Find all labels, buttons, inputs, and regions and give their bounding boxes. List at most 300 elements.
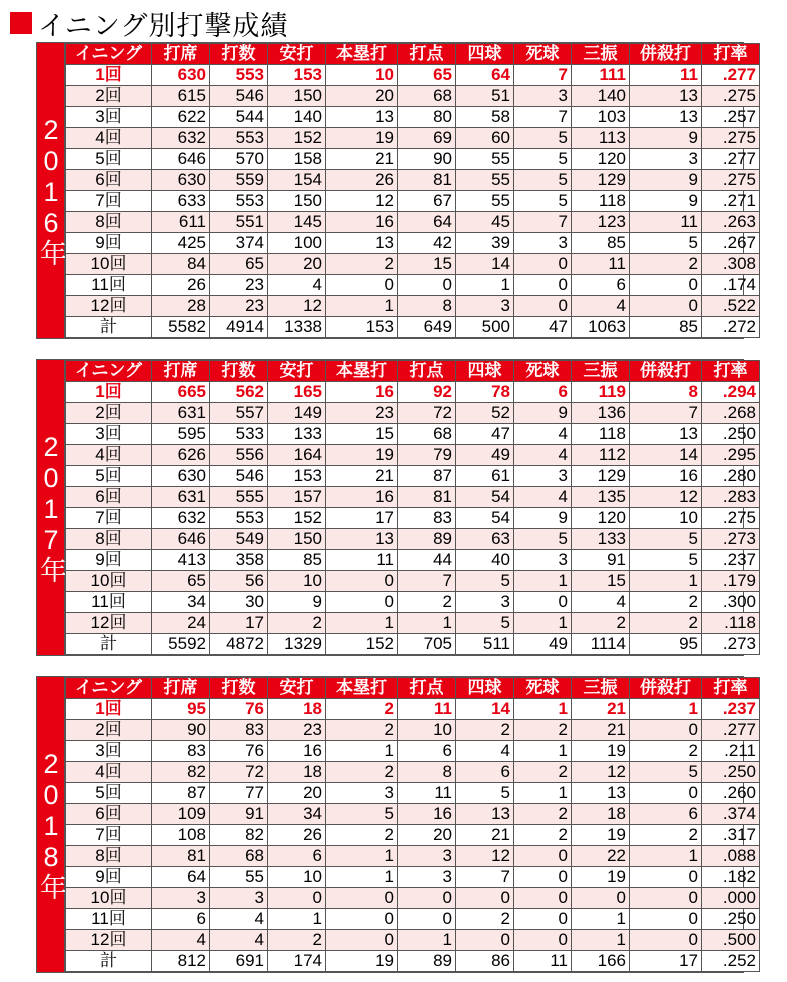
stat-cell: 4872 <box>210 634 268 655</box>
stat-cell: 140 <box>572 86 630 107</box>
column-header: 死球 <box>514 44 572 65</box>
stat-cell: 549 <box>210 529 268 550</box>
column-header: 打点 <box>398 44 456 65</box>
stat-cell: 16 <box>326 487 398 508</box>
stat-cell: 1114 <box>572 634 630 655</box>
inning-cell: 5回 <box>66 149 152 170</box>
stat-cell: 78 <box>456 382 514 403</box>
table-row <box>66 909 760 930</box>
stat-cell: 118 <box>572 424 630 445</box>
stat-cell: 1338 <box>268 317 326 338</box>
stat-cell: 11 <box>398 783 456 804</box>
stat-cell: .252 <box>702 951 760 972</box>
stat-cell: .211 <box>702 741 760 762</box>
stat-cell: 129 <box>572 466 630 487</box>
stat-cell: 15 <box>398 254 456 275</box>
stat-cell: 9 <box>514 508 572 529</box>
inning-cell: 8回 <box>66 212 152 233</box>
stat-cell: 5592 <box>152 634 210 655</box>
stat-cell: 19 <box>326 951 398 972</box>
stat-cell: 23 <box>268 720 326 741</box>
stat-cell: 152 <box>326 634 398 655</box>
stat-cell: 58 <box>456 107 514 128</box>
table-row <box>66 613 760 634</box>
stat-cell: 19 <box>326 445 398 466</box>
stat-cell: 11 <box>398 699 456 720</box>
stat-cell: 1 <box>326 613 398 634</box>
stat-cell: 67 <box>398 191 456 212</box>
stat-cell: 0 <box>514 275 572 296</box>
table-row <box>66 508 760 529</box>
stat-cell: 16 <box>398 804 456 825</box>
stat-cell: 631 <box>152 487 210 508</box>
stat-cell: 11 <box>514 951 572 972</box>
stat-cell: 12 <box>268 296 326 317</box>
stat-cell: 15 <box>326 424 398 445</box>
stat-cell: 4 <box>210 909 268 930</box>
stat-cell: 1 <box>398 930 456 951</box>
table-row <box>66 233 760 254</box>
stat-cell: 89 <box>398 529 456 550</box>
stat-cell: 0 <box>514 888 572 909</box>
stat-cell: 16 <box>326 212 398 233</box>
stat-cell: 0 <box>514 846 572 867</box>
stat-cell: 691 <box>210 951 268 972</box>
stats-table <box>65 677 760 972</box>
stat-cell: 12 <box>572 762 630 783</box>
stat-cell: 16 <box>630 466 702 487</box>
stat-cell: 0 <box>398 909 456 930</box>
stat-cell: 2 <box>630 254 702 275</box>
stat-cell: .272 <box>702 317 760 338</box>
stat-cell: 500 <box>456 317 514 338</box>
inning-cell: 1回 <box>66 699 152 720</box>
column-header: 三振 <box>572 678 630 699</box>
stat-cell: 6 <box>152 909 210 930</box>
stat-cell: 18 <box>268 762 326 783</box>
stat-cell: 5 <box>326 804 398 825</box>
stat-cell: 16 <box>326 382 398 403</box>
stat-cell: 13 <box>456 804 514 825</box>
stat-cell: 2 <box>326 254 398 275</box>
stat-cell: 0 <box>456 888 514 909</box>
stat-cell: 49 <box>514 634 572 655</box>
stat-cell: 1063 <box>572 317 630 338</box>
stat-cell: .500 <box>702 930 760 951</box>
stat-cell: 9 <box>630 128 702 149</box>
stat-cell: 81 <box>398 487 456 508</box>
stat-cell: 646 <box>152 529 210 550</box>
stat-cell: 5582 <box>152 317 210 338</box>
stat-cell: 76 <box>210 699 268 720</box>
stat-cell: 12 <box>456 846 514 867</box>
stat-cell: 553 <box>210 508 268 529</box>
stat-cell: 630 <box>152 170 210 191</box>
inning-cell: 11回 <box>66 592 152 613</box>
inning-cell: 6回 <box>66 487 152 508</box>
page-title-text: イニング別打撃成績 <box>38 10 289 41</box>
stat-cell: 12 <box>630 487 702 508</box>
stat-cell: 1 <box>572 909 630 930</box>
table-row <box>66 275 760 296</box>
total-row <box>66 634 760 655</box>
stat-cell: 632 <box>152 508 210 529</box>
stat-cell: 26 <box>152 275 210 296</box>
stat-cell: 5 <box>456 571 514 592</box>
inning-cell: 9回 <box>66 867 152 888</box>
stat-cell: 6 <box>456 762 514 783</box>
stat-cell: 54 <box>456 508 514 529</box>
stat-cell: 2 <box>268 930 326 951</box>
column-header: 安打 <box>268 678 326 699</box>
column-header: 三振 <box>572 361 630 382</box>
stat-cell: 19 <box>572 867 630 888</box>
stat-cell: 2 <box>456 720 514 741</box>
stat-cell: 3 <box>398 846 456 867</box>
stat-cell: 39 <box>456 233 514 254</box>
stat-cell: 633 <box>152 191 210 212</box>
stat-cell: 630 <box>152 65 210 86</box>
stat-cell: 55 <box>456 149 514 170</box>
stat-cell: 2 <box>630 613 702 634</box>
column-header: 四球 <box>456 361 514 382</box>
stat-cell: 64 <box>398 212 456 233</box>
stat-cell: 13 <box>630 86 702 107</box>
stat-cell: 557 <box>210 403 268 424</box>
stat-cell: 3 <box>326 783 398 804</box>
stat-cell: 17 <box>326 508 398 529</box>
stat-cell: 10 <box>268 571 326 592</box>
column-header: 安打 <box>268 44 326 65</box>
stat-cell: .250 <box>702 909 760 930</box>
stat-cell: .267 <box>702 233 760 254</box>
stat-cell: 7 <box>456 867 514 888</box>
total-row <box>66 317 760 338</box>
stat-cell: 0 <box>268 888 326 909</box>
stat-cell: 0 <box>630 909 702 930</box>
stat-cell: 81 <box>152 846 210 867</box>
table-row <box>66 107 760 128</box>
stat-cell: .275 <box>702 508 760 529</box>
inning-cell: 10回 <box>66 254 152 275</box>
stat-cell: 0 <box>514 296 572 317</box>
stat-cell: 60 <box>456 128 514 149</box>
stat-cell: .295 <box>702 445 760 466</box>
column-header: 打率 <box>702 361 760 382</box>
stat-cell: 95 <box>630 634 702 655</box>
stat-cell: 0 <box>514 930 572 951</box>
stat-cell: 5 <box>514 529 572 550</box>
inning-cell: 11回 <box>66 275 152 296</box>
stat-cell: 0 <box>630 275 702 296</box>
stat-cell: 26 <box>268 825 326 846</box>
stat-cell: 3 <box>456 296 514 317</box>
table-row <box>66 170 760 191</box>
stat-cell: 68 <box>398 86 456 107</box>
year-label-cell <box>37 360 65 655</box>
stat-cell: 556 <box>210 445 268 466</box>
stat-cell: 665 <box>152 382 210 403</box>
stat-cell: 615 <box>152 86 210 107</box>
stat-cell: 555 <box>210 487 268 508</box>
column-header: 打数 <box>210 44 268 65</box>
stat-cell: 89 <box>398 951 456 972</box>
table-row <box>66 699 760 720</box>
table-row <box>66 487 760 508</box>
column-header: 打数 <box>210 678 268 699</box>
stat-cell: 91 <box>572 550 630 571</box>
stat-cell: 76 <box>210 741 268 762</box>
stat-cell: 153 <box>268 65 326 86</box>
stat-cell: 559 <box>210 170 268 191</box>
stat-cell: 1 <box>326 296 398 317</box>
table-row <box>66 804 760 825</box>
stat-cell: 6 <box>572 275 630 296</box>
column-header: 打席 <box>152 44 210 65</box>
table-row <box>66 529 760 550</box>
stats-block-2017 <box>36 359 756 656</box>
inning-cell: 10回 <box>66 571 152 592</box>
stat-cell: 3 <box>630 149 702 170</box>
stat-cell: 6 <box>268 846 326 867</box>
stat-cell: 145 <box>268 212 326 233</box>
stat-cell: 2 <box>326 762 398 783</box>
stat-cell: 5 <box>630 233 702 254</box>
stat-cell: .263 <box>702 212 760 233</box>
stat-cell: 119 <box>572 382 630 403</box>
stat-cell: 6 <box>398 741 456 762</box>
stat-cell: 83 <box>210 720 268 741</box>
stat-cell: 108 <box>152 825 210 846</box>
table-row <box>66 550 760 571</box>
year-label: 2016年 <box>36 114 66 267</box>
stat-cell: 0 <box>398 275 456 296</box>
stat-cell: 84 <box>152 254 210 275</box>
inning-cell: 計 <box>66 634 152 655</box>
stat-cell: .283 <box>702 487 760 508</box>
table-row <box>66 424 760 445</box>
stat-cell: .300 <box>702 592 760 613</box>
stat-cell: 0 <box>326 571 398 592</box>
stat-cell: 4 <box>268 275 326 296</box>
stat-cell: 0 <box>630 930 702 951</box>
table-row <box>66 783 760 804</box>
column-header: イニング <box>66 44 152 65</box>
stat-cell: 11 <box>630 212 702 233</box>
stat-cell: 4 <box>456 741 514 762</box>
stat-cell: 68 <box>398 424 456 445</box>
stat-cell: 631 <box>152 403 210 424</box>
stat-cell: 63 <box>456 529 514 550</box>
stat-cell: 10 <box>326 65 398 86</box>
stat-cell: 166 <box>572 951 630 972</box>
table-row <box>66 825 760 846</box>
stat-cell: .237 <box>702 699 760 720</box>
stat-cell: 5 <box>514 128 572 149</box>
stat-cell: .250 <box>702 762 760 783</box>
stat-cell: .260 <box>702 783 760 804</box>
stat-cell: 2 <box>514 720 572 741</box>
stat-cell: 5 <box>514 149 572 170</box>
inning-cell: 7回 <box>66 191 152 212</box>
stat-cell: 0 <box>326 888 398 909</box>
stat-cell: 91 <box>210 804 268 825</box>
stat-cell: 157 <box>268 487 326 508</box>
stat-cell: 1 <box>326 741 398 762</box>
stats-table <box>65 360 760 655</box>
stat-cell: 812 <box>152 951 210 972</box>
stat-cell: 61 <box>456 466 514 487</box>
stat-cell: 546 <box>210 466 268 487</box>
stat-cell: .000 <box>702 888 760 909</box>
stat-cell: 77 <box>210 783 268 804</box>
stat-cell: 595 <box>152 424 210 445</box>
stat-cell: 2 <box>514 825 572 846</box>
table-row <box>66 888 760 909</box>
column-header: 本塁打 <box>326 361 398 382</box>
stat-cell: 10 <box>268 867 326 888</box>
stat-cell: 4 <box>514 487 572 508</box>
stat-cell: 103 <box>572 107 630 128</box>
stat-cell: 23 <box>326 403 398 424</box>
stat-cell: 5 <box>630 762 702 783</box>
column-header: 併殺打 <box>630 44 702 65</box>
stat-cell: 2 <box>514 804 572 825</box>
column-header: 併殺打 <box>630 361 702 382</box>
stat-cell: 79 <box>398 445 456 466</box>
header-row <box>66 678 760 699</box>
stat-cell: 3 <box>514 550 572 571</box>
stat-cell: 55 <box>456 191 514 212</box>
stat-cell: 34 <box>152 592 210 613</box>
stat-cell: 358 <box>210 550 268 571</box>
table-row <box>66 296 760 317</box>
stats-block-2018 <box>36 676 756 973</box>
inning-cell: 2回 <box>66 403 152 424</box>
stat-cell: .277 <box>702 720 760 741</box>
stat-cell: 4 <box>514 445 572 466</box>
stat-cell: 7 <box>398 571 456 592</box>
stat-cell: .237 <box>702 550 760 571</box>
red-square-icon <box>10 12 32 34</box>
stat-cell: 9 <box>514 403 572 424</box>
stat-cell: 622 <box>152 107 210 128</box>
stat-cell: 2 <box>456 909 514 930</box>
stat-cell: 0 <box>514 909 572 930</box>
stat-cell: 95 <box>152 699 210 720</box>
stat-cell: 20 <box>398 825 456 846</box>
stat-cell: 111 <box>572 65 630 86</box>
stat-cell: 87 <box>152 783 210 804</box>
column-header: 安打 <box>268 361 326 382</box>
page-title <box>10 6 288 40</box>
stat-cell: .257 <box>702 107 760 128</box>
year-label-cell <box>37 677 65 972</box>
stat-cell: 6 <box>630 804 702 825</box>
stat-cell: .294 <box>702 382 760 403</box>
stat-cell: 90 <box>152 720 210 741</box>
stat-cell: 5 <box>514 170 572 191</box>
stat-cell: .182 <box>702 867 760 888</box>
stat-cell: 1 <box>514 613 572 634</box>
stat-cell: 570 <box>210 149 268 170</box>
inning-cell: 1回 <box>66 382 152 403</box>
stat-cell: 87 <box>398 466 456 487</box>
table-row <box>66 191 760 212</box>
table-row <box>66 212 760 233</box>
stat-cell: 0 <box>326 592 398 613</box>
stat-cell: 1 <box>630 571 702 592</box>
stat-cell: 42 <box>398 233 456 254</box>
stat-cell: 118 <box>572 191 630 212</box>
table-row <box>66 867 760 888</box>
stat-cell: 1 <box>326 846 398 867</box>
column-header: 死球 <box>514 361 572 382</box>
stat-cell: 9 <box>630 170 702 191</box>
stat-cell: 4 <box>210 930 268 951</box>
stat-cell: 20 <box>268 254 326 275</box>
table-row <box>66 592 760 613</box>
stat-cell: .273 <box>702 634 760 655</box>
stat-cell: 3 <box>456 592 514 613</box>
stat-cell: 13 <box>630 424 702 445</box>
stat-cell: 100 <box>268 233 326 254</box>
stat-cell: 2 <box>572 613 630 634</box>
stats-table <box>65 43 760 338</box>
column-header: 打率 <box>702 44 760 65</box>
header-row <box>66 44 760 65</box>
column-header: 四球 <box>456 678 514 699</box>
table-row <box>66 86 760 107</box>
stat-cell: 64 <box>152 867 210 888</box>
stat-cell: 23 <box>210 275 268 296</box>
stat-cell: 44 <box>398 550 456 571</box>
stat-cell: 546 <box>210 86 268 107</box>
column-header: 打数 <box>210 361 268 382</box>
stat-cell: 13 <box>572 783 630 804</box>
table-row <box>66 741 760 762</box>
stat-cell: 69 <box>398 128 456 149</box>
stat-cell: 544 <box>210 107 268 128</box>
stat-cell: 611 <box>152 212 210 233</box>
stat-cell: 2 <box>326 825 398 846</box>
stat-cell: .277 <box>702 65 760 86</box>
stat-cell: 1 <box>514 741 572 762</box>
stat-cell: 85 <box>268 550 326 571</box>
stat-cell: 135 <box>572 487 630 508</box>
stat-cell: 8 <box>630 382 702 403</box>
stat-cell: 630 <box>152 466 210 487</box>
stat-cell: 83 <box>152 741 210 762</box>
inning-cell: 2回 <box>66 86 152 107</box>
stat-cell: 51 <box>456 86 514 107</box>
stat-cell: 511 <box>456 634 514 655</box>
stat-cell: 19 <box>572 741 630 762</box>
stat-cell: 21 <box>456 825 514 846</box>
stat-cell: 1 <box>572 930 630 951</box>
stat-cell: 0 <box>398 888 456 909</box>
stat-cell: 150 <box>268 86 326 107</box>
stat-cell: 152 <box>268 128 326 149</box>
stat-cell: 45 <box>456 212 514 233</box>
inning-cell: 4回 <box>66 128 152 149</box>
stat-cell: 2 <box>326 699 398 720</box>
stat-cell: 56 <box>210 571 268 592</box>
stat-cell: 0 <box>456 930 514 951</box>
table-row <box>66 571 760 592</box>
stat-cell: 14 <box>456 699 514 720</box>
table-row <box>66 445 760 466</box>
